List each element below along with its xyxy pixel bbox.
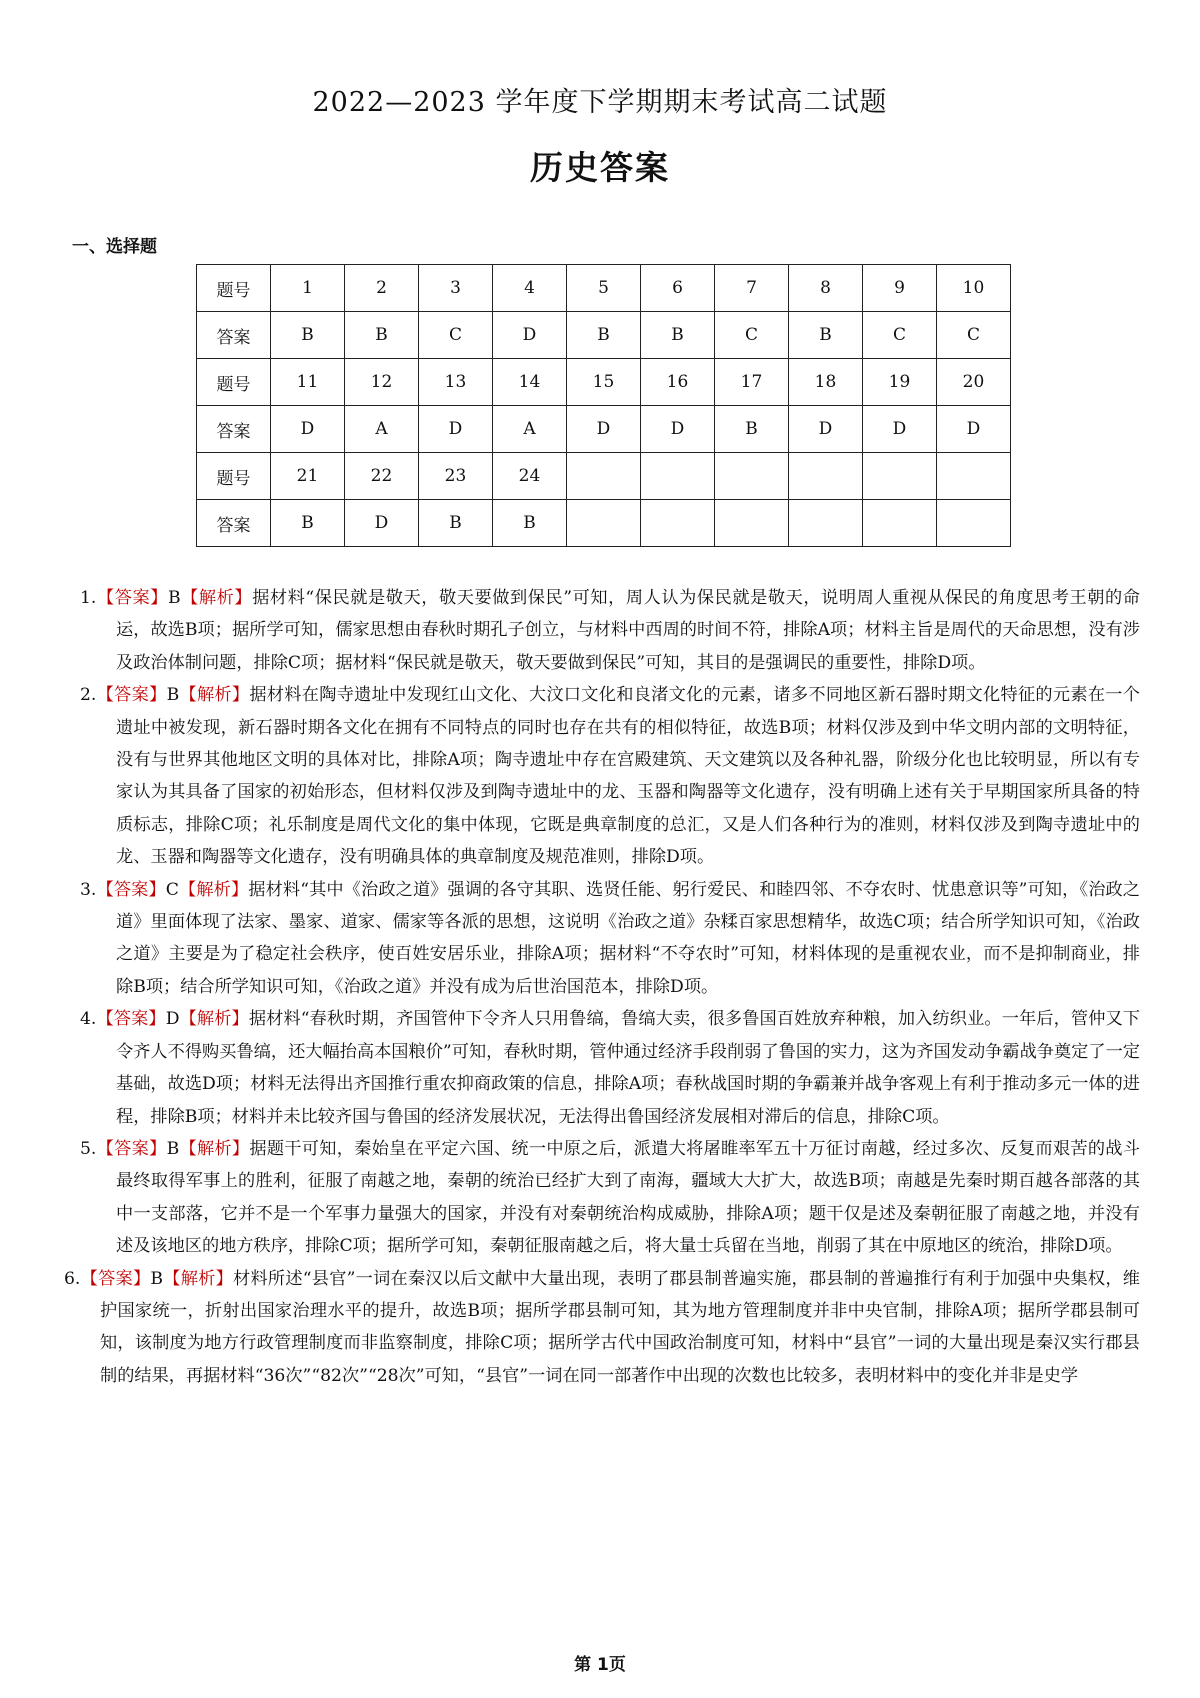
question-number-cell: 13: [419, 359, 493, 406]
question-number: 4.: [80, 1009, 97, 1030]
question-number-cell: 12: [345, 359, 419, 406]
question-number-cell: 24: [493, 453, 567, 500]
answer-cell: B: [789, 312, 863, 359]
answer-cell: C: [937, 312, 1011, 359]
question-number-cell: [641, 453, 715, 500]
explanation-item: [80, 679, 1140, 873]
row-label: 题号: [197, 453, 271, 500]
answer-cell: B: [715, 406, 789, 453]
answer-tag: 【答案】: [80, 1268, 151, 1289]
answer-cell: D: [345, 500, 419, 547]
answer-cell: B: [493, 500, 567, 547]
row-label: 题号: [197, 359, 271, 406]
question-number: 2.: [80, 685, 97, 706]
explanation-item: [80, 1003, 1140, 1133]
question-number-cell: 5: [567, 265, 641, 312]
answer-cell: C: [419, 312, 493, 359]
question-number-cell: [863, 453, 937, 500]
question-number-cell: 6: [641, 265, 715, 312]
answer-cell: B: [271, 312, 345, 359]
answer-tag: 【答案】: [96, 1138, 167, 1159]
answer-cell: B: [641, 312, 715, 359]
question-number-cell: [789, 453, 863, 500]
answer-cell: [789, 500, 863, 547]
question-number: 1.: [80, 588, 97, 608]
answer-cell: D: [789, 406, 863, 453]
row-label: 答案: [197, 406, 271, 453]
answer-cell: D: [271, 406, 345, 453]
question-number-cell: 4: [493, 265, 567, 312]
answer-letter: B: [150, 1268, 164, 1289]
table-row: [197, 406, 1011, 453]
analysis-tag: 【解析】: [179, 685, 250, 706]
answer-letter: B: [166, 1138, 180, 1159]
table-row: [197, 359, 1011, 406]
answer-cell: D: [493, 312, 567, 359]
question-number-cell: 16: [641, 359, 715, 406]
question-number-cell: 7: [715, 265, 789, 312]
analysis-tag: 【解析】: [179, 1009, 249, 1030]
answer-cell: B: [271, 500, 345, 547]
question-number-cell: 20: [937, 359, 1011, 406]
explanation-item: [64, 1263, 1140, 1393]
answer-cell: C: [715, 312, 789, 359]
analysis-text: 据材料“春秋时期，齐国管仲下令齐人只用鲁缟，鲁缟大卖，很多鲁国百姓放弃种粮，加入纺织业。一年后，管仲又下令齐人不得购买鲁缟，还大幅抬高本国粮价”可知，春秋时期，管仲通过经济手段削弱了鲁国的实力，这为齐国发动争霸战争奠定了一定基础，故选D项；材料无法得出齐国推行重农抑商政策的信息，排除A项；春秋战国时期的争霸兼并战争客观上有利于推动多元一体的进程，排除B项；材料并未比较齐国与鲁国的经济发展状况，无法得出鲁国经济发展相对滞后的信息，排除C项。: [116, 1009, 1140, 1127]
question-number: 5.: [80, 1138, 97, 1159]
question-number-cell: 18: [789, 359, 863, 406]
answer-cell: B: [419, 500, 493, 547]
answer-cell: [863, 500, 937, 547]
answer-cell: D: [419, 406, 493, 453]
question-number: 6.: [64, 1268, 81, 1289]
question-number-cell: 10: [937, 265, 1011, 312]
answer-table: [196, 264, 1011, 547]
answer-cell: D: [641, 406, 715, 453]
table-row: [197, 265, 1011, 312]
answer-cell: B: [345, 312, 419, 359]
question-number-cell: 3: [419, 265, 493, 312]
question-number-cell: 9: [863, 265, 937, 312]
analysis-tag: 【解析】: [179, 1138, 250, 1159]
answer-cell: [567, 500, 641, 547]
answer-cell: [641, 500, 715, 547]
analysis-text: 据题干可知，秦始皇在平定六国、统一中原之后，派遣大将屠睢率军五十万征讨南越，经过多次、反复而艰苦的战斗最终取得军事上的胜利，征服了南越之地，秦朝的统治已经扩大到了南海，疆域大大扩大，故选B项；南越是先秦时期百越各部落的其中一支部落，它并不是一个军事力量强大的国家，并没有对秦朝统治构成威胁，排除A项；题干仅是述及秦朝征服了南越之地，并没有述及该地区的地方秩序，排除C项；据所学可知，秦朝征服南越之后，将大量士兵留在当地，削弱了其在中原地区的统治，排除D项。: [116, 1138, 1140, 1257]
question-number-cell: 1: [271, 265, 345, 312]
answer-cell: D: [567, 406, 641, 453]
question-number-cell: 2: [345, 265, 419, 312]
analysis-tag: 【解析】: [180, 588, 253, 608]
analysis-text: 据材料在陶寺遗址中发现红山文化、大汶口文化和良渚文化的元素，诸多不同地区新石器时期文化特征的元素在一个遗址中被发现，新石器时期各文化在拥有不同特点的同时也存在共有的相似特征，故选B项；材料仅涉及到中华文明内部的文明特征，没有与世界其他地区文明的具体对比，排除A项；陶寺遗址中存在宫殿建筑、天文建筑以及各种礼器，阶级分化也比较明显，所以有专家认为其具备了国家的初始形态，但材料仅涉及到陶寺遗址中的龙、玉器和陶器等文化遗存，没有明确上述有关于早期国家所具备的特质标志，排除C项；礼乐制度是周代文化的集中体现，它既是典章制度的总汇，又是人们各种行为的准则，材料仅涉及到陶寺遗址中的龙、玉器和陶器等文化遗存，没有明确具体的典章制度及规范准则，排除D项。: [116, 685, 1140, 868]
analysis-tag: 【解析】: [163, 1268, 234, 1289]
answer-cell: B: [567, 312, 641, 359]
question-number-cell: 23: [419, 453, 493, 500]
answer-tag: 【答案】: [96, 685, 167, 706]
answer-cell: A: [493, 406, 567, 453]
analysis-text: 材料所述“县官”一词在秦汉以后文献中大量出现，表明了郡县制普遍实施，郡县制的普遍推行有利于加强中央集权，维护国家统一，折射出国家治理水平的提升，故选B项；据所学郡县制可知，其为地方管理制度并非中央官制，排除A项；据所学郡县制可知，该制度为地方行政管理制度而非监察制度，排除C项；据所学古代中国政治制度可知，材料中“县官”一词的大量出现是秦汉实行郡县制的结果，再据材料“36次”“82次”“28次”可知，“县官”一词在同一部著作中出现的次数也比较多，表明材料中的变化并非是史学: [100, 1268, 1140, 1386]
question-number-cell: 22: [345, 453, 419, 500]
explanation-item: [80, 874, 1140, 1004]
table-row: [197, 312, 1011, 359]
question-number-cell: 19: [863, 359, 937, 406]
answer-letter: B: [167, 588, 181, 608]
answer-tag: 【答案】: [96, 879, 166, 900]
table-row: [197, 453, 1011, 500]
row-label: 题号: [197, 265, 271, 312]
explanations-list: [64, 582, 1140, 1392]
question-number-cell: 15: [567, 359, 641, 406]
explanation-item: [80, 1133, 1140, 1263]
table-row: [197, 500, 1011, 547]
section-heading: 一、选择题: [72, 237, 157, 257]
row-label: 答案: [197, 312, 271, 359]
question-number-cell: 17: [715, 359, 789, 406]
answer-letter: C: [165, 879, 179, 900]
row-label: 答案: [197, 500, 271, 547]
answer-cell: A: [345, 406, 419, 453]
answer-cell: D: [863, 406, 937, 453]
answer-cell: [937, 500, 1011, 547]
answer-tag: 【答案】: [96, 1009, 166, 1030]
question-number-cell: [937, 453, 1011, 500]
answer-tag: 【答案】: [96, 588, 168, 608]
answer-cell: D: [937, 406, 1011, 453]
question-number-cell: [715, 453, 789, 500]
page-title: 2022—2023 学年度下学期期末考试高二试题: [312, 87, 888, 118]
answer-cell: C: [863, 312, 937, 359]
analysis-tag: 【解析】: [178, 879, 249, 900]
answer-letter: B: [166, 685, 180, 706]
page-subtitle: 历史答案: [530, 148, 670, 187]
answer-letter: D: [165, 1009, 180, 1030]
analysis-text: 据材料“保民就是敬天，敬天要做到保民”可知，周人认为保民就是敬天，说明周人重视从保民的角度思考王朝的命运，故选B项；据所学可知，儒家思想由春秋时期孔子创立，与材料中西周的时间不符，排除A项；材料主旨是周代的天命思想，没有涉及政治体制问题，排除C项；据材料“保民就是敬天，敬天要做到保民”可知，其目的是强调民的重要性，排除D项。: [116, 588, 1140, 673]
question-number: 3.: [80, 879, 97, 900]
question-number-cell: 21: [271, 453, 345, 500]
page-number: 第 1页: [574, 1655, 626, 1675]
explanation-item: [80, 582, 1140, 679]
answer-cell: [715, 500, 789, 547]
analysis-text: 据材料“其中《治政之道》强调的各守其职、选贤任能、躬行爱民、和睦四邻、不夺农时、忧患意识等”可知，《治政之道》里面体现了法家、墨家、道家、儒家等各派的思想，这说明《治政之道》杂糅百家思想精华，故选C项；结合所学知识可知，《治政之道》主要是为了稳定社会秩序，使百姓安居乐业，排除A项；据材料“不夺农时”可知，材料体现的是重视农业，而不是抑制商业，排除B项；结合所学知识可知，《治政之道》并没有成为后世治国范本，排除D项。: [116, 879, 1140, 997]
question-number-cell: [567, 453, 641, 500]
question-number-cell: 11: [271, 359, 345, 406]
question-number-cell: 8: [789, 265, 863, 312]
question-number-cell: 14: [493, 359, 567, 406]
